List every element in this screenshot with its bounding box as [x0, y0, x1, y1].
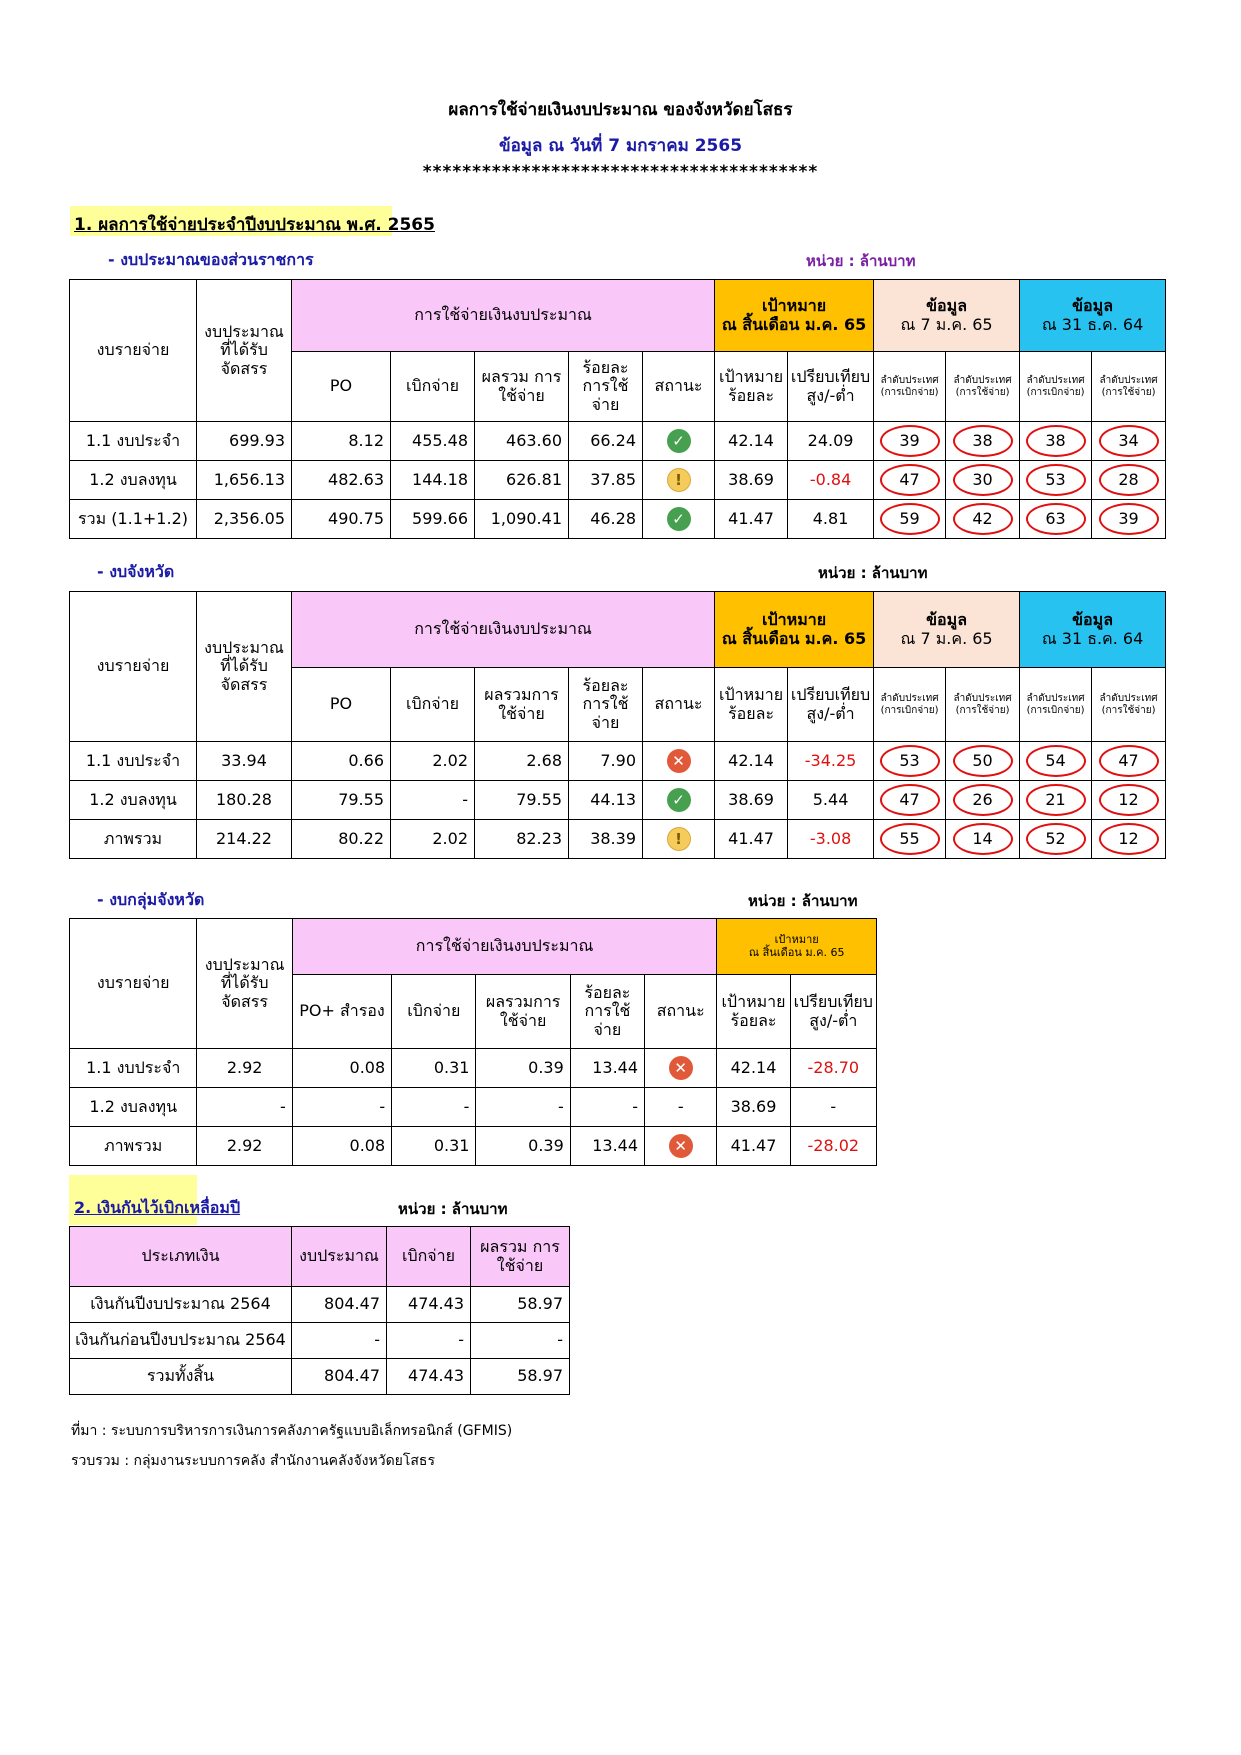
- row-total: 0.39: [476, 1049, 570, 1088]
- rank-circle: 28: [1099, 464, 1159, 496]
- row-pct: 13.44: [570, 1127, 644, 1166]
- row-total: 1,090.41: [475, 500, 569, 539]
- rank-circle: 55: [880, 823, 940, 855]
- header-data1: ข้อมูล: [926, 296, 968, 316]
- row-label: 1.1 งบประจำ: [70, 1049, 197, 1088]
- row-label: เงินกันก่อนปีงบประมาณ 2564: [70, 1323, 292, 1359]
- header-target-pct: เป้าหมาย ร้อยละ: [715, 352, 788, 422]
- table-row: [70, 500, 1166, 539]
- row-compare: -: [790, 1088, 876, 1127]
- header-data1: ข้อมูล: [926, 610, 968, 630]
- row-total: 58.97: [471, 1359, 570, 1395]
- table-row: [70, 461, 1166, 500]
- rank-circle: 53: [1026, 464, 1086, 496]
- row-total: 79.55: [475, 781, 569, 820]
- header-rank-use-2: ลำดับประเทศ (การใช้จ่าย): [1092, 668, 1166, 742]
- rank-circle: 47: [880, 784, 940, 816]
- table-row: [70, 1287, 570, 1323]
- data-date: ข้อมูล ณ วันที่ 7 มกราคม 2565: [498, 136, 743, 156]
- header-po: PO+ สำรอง: [292, 975, 391, 1049]
- header-target-sub: ณ สิ้นเดือน ม.ค. 65: [721, 314, 867, 334]
- row-compare: -34.25: [788, 742, 874, 781]
- row-label: เงินกันปีงบประมาณ 2564: [70, 1287, 292, 1323]
- header-compare: เปรียบเทียบ สูง/-ต่ำ: [788, 668, 874, 742]
- header-compare: เปรียบเทียบ สูง/-ต่ำ: [790, 975, 876, 1049]
- row-compare: -3.08: [788, 820, 874, 859]
- row-disb: -: [391, 781, 475, 820]
- row-label: 1.1 งบประจำ: [70, 742, 197, 781]
- group-budget-table: [69, 918, 877, 1166]
- row-total: 626.81: [475, 461, 569, 500]
- table-row: [70, 781, 1166, 820]
- header-status: สถานะ: [643, 668, 715, 742]
- rank-circle: 47: [880, 464, 940, 496]
- header-disb: เบิกจ่าย: [391, 352, 475, 422]
- row-disb: 474.43: [387, 1359, 471, 1395]
- row-po: -: [292, 1088, 391, 1127]
- header-data2-sub: ณ 31 ธ.ค. 64: [1041, 628, 1144, 648]
- header-status: สถานะ: [643, 352, 715, 422]
- row-alloc: 33.94: [197, 742, 292, 781]
- header-item: งบรายจ่าย: [70, 592, 197, 742]
- row-pct: 7.90: [569, 742, 643, 781]
- header-rank-disb-2: ลำดับประเทศ (การเบิกจ่าย): [1020, 668, 1092, 742]
- header-type: ประเภทเงิน: [70, 1227, 292, 1287]
- row-pct: 46.28: [569, 500, 643, 539]
- group-subheading: - งบกลุ่มจังหวัด: [97, 890, 205, 909]
- status-warning-icon: !: [667, 827, 691, 851]
- rank-circle: 21: [1026, 784, 1086, 816]
- status-ok-icon: ✓: [667, 429, 691, 453]
- table-row: [70, 1323, 570, 1359]
- row-label: 1.1 งบประจำ: [70, 422, 197, 461]
- row-budget: 804.47: [292, 1359, 387, 1395]
- header-target: เป้าหมาย: [762, 610, 827, 630]
- page-title: ผลการใช้จ่ายเงินงบประมาณ ของจังหวัดยโสธร: [448, 100, 793, 120]
- govt-subheading: - งบประมาณของส่วนราชการ: [108, 250, 314, 269]
- header-compare: เปรียบเทียบ สูง/-ต่ำ: [788, 352, 874, 422]
- status-fail-icon: ✕: [669, 1056, 693, 1080]
- row-po: 79.55: [292, 781, 391, 820]
- header-data2: ข้อมูล: [1072, 610, 1114, 630]
- row-status-dash: -: [645, 1088, 717, 1127]
- rank-circle: 12: [1099, 823, 1159, 855]
- rank-circle: 38: [1026, 425, 1086, 457]
- header-budget: งบประมาณ: [292, 1227, 387, 1287]
- header-disb: เบิกจ่าย: [391, 668, 475, 742]
- row-total: -: [471, 1323, 570, 1359]
- row-disb: -: [387, 1323, 471, 1359]
- header-alloc: งบประมาณ ที่ได้รับ จัดสรร: [197, 919, 292, 1049]
- header-total: ผลรวมการ ใช้จ่าย: [476, 975, 570, 1049]
- header-data1-sub: ณ 7 ม.ค. 65: [900, 314, 993, 334]
- rank-circle: 53: [880, 745, 940, 777]
- rank-circle: 39: [1099, 503, 1159, 535]
- row-label: รวม (1.1+1.2): [70, 500, 197, 539]
- row-compare: 24.09: [788, 422, 874, 461]
- header-total: ผลรวมการ ใช้จ่าย: [475, 668, 569, 742]
- row-pct: 44.13: [569, 781, 643, 820]
- rank-circle: 54: [1026, 745, 1086, 777]
- row-label: 1.2 งบลงทุน: [70, 781, 197, 820]
- header-rank-disb: ลำดับประเทศ (การเบิกจ่าย): [874, 352, 946, 422]
- header-target-pct: เป้าหมาย ร้อยละ: [715, 668, 788, 742]
- header-disb: เบิกจ่าย: [387, 1227, 471, 1287]
- section1-heading: 1. ผลการใช้จ่ายประจำปีงบประมาณ พ.ศ. 2565: [74, 215, 435, 235]
- group-unit: หน่วย : ล้านบาท: [748, 892, 858, 910]
- row-target: 38.69: [715, 461, 788, 500]
- header-rank-use-2: ลำดับประเทศ (การใช้จ่าย): [1092, 352, 1166, 422]
- header-usage: การใช้จ่ายเงินงบประมาณ: [292, 919, 717, 975]
- row-disb: 474.43: [387, 1287, 471, 1323]
- status-fail-icon: ✕: [669, 1134, 693, 1158]
- row-target: 38.69: [715, 781, 788, 820]
- status-fail-icon: ✕: [667, 749, 691, 773]
- row-target: 42.14: [715, 422, 788, 461]
- row-total: 463.60: [475, 422, 569, 461]
- header-status: สถานะ: [645, 975, 717, 1049]
- row-disb: -: [392, 1088, 476, 1127]
- header-usage: การใช้จ่ายเงินงบประมาณ: [292, 280, 715, 352]
- row-alloc: 699.93: [197, 422, 292, 461]
- header-pct: ร้อยละ การใช้จ่าย: [570, 975, 644, 1049]
- rank-circle: 14: [953, 823, 1013, 855]
- row-alloc: 2.92: [197, 1127, 292, 1166]
- row-po: 482.63: [292, 461, 391, 500]
- row-po: 0.08: [292, 1049, 391, 1088]
- govt-unit: หน่วย : ล้านบาท: [806, 252, 916, 270]
- row-total: 82.23: [475, 820, 569, 859]
- row-disb: 0.31: [392, 1049, 476, 1088]
- header-usage: การใช้จ่ายเงินงบประมาณ: [292, 592, 715, 668]
- province-unit: หน่วย : ล้านบาท: [818, 564, 928, 582]
- rank-circle: 50: [953, 745, 1013, 777]
- header-pct: ร้อยละ การใช้จ่าย: [569, 352, 643, 422]
- row-target: 41.47: [717, 1127, 790, 1166]
- row-po: 0.66: [292, 742, 391, 781]
- row-disb: 2.02: [391, 742, 475, 781]
- province-subheading: - งบจังหวัด: [97, 562, 175, 581]
- footer-source: ที่มา : ระบบการบริหารการเงินการคลังภาครัฐแบบอิเล็กทรอนิกส์ (GFMIS): [71, 1423, 513, 1439]
- header-alloc: งบประมาณ ที่ได้รับ จัดสรร: [197, 280, 292, 422]
- table-row: [70, 1049, 877, 1088]
- row-pct: 38.39: [569, 820, 643, 859]
- row-total: 2.68: [475, 742, 569, 781]
- row-po: 0.08: [292, 1127, 391, 1166]
- row-budget: -: [292, 1323, 387, 1359]
- row-alloc: 2.92: [197, 1049, 292, 1088]
- header-total: ผลรวม การใช้จ่าย: [471, 1227, 570, 1287]
- row-total: 58.97: [471, 1287, 570, 1323]
- row-target: 41.47: [715, 500, 788, 539]
- row-disb: 144.18: [391, 461, 475, 500]
- status-ok-icon: ✓: [667, 507, 691, 531]
- header-rank-use: ลำดับประเทศ (การใช้จ่าย): [946, 668, 1020, 742]
- row-total: 0.39: [476, 1127, 570, 1166]
- row-target: 41.47: [715, 820, 788, 859]
- rank-circle: 63: [1026, 503, 1086, 535]
- table-row: [70, 422, 1166, 461]
- row-pct: 37.85: [569, 461, 643, 500]
- row-label: 1.2 งบลงทุน: [70, 461, 197, 500]
- table-row: [70, 742, 1166, 781]
- row-alloc: 214.22: [197, 820, 292, 859]
- header-disb: เบิกจ่าย: [392, 975, 476, 1049]
- row-disb: 455.48: [391, 422, 475, 461]
- rank-circle: 42: [953, 503, 1013, 535]
- rank-circle: 59: [880, 503, 940, 535]
- row-alloc: -: [197, 1088, 292, 1127]
- row-label: ภาพรวม: [70, 1127, 197, 1166]
- row-label: 1.2 งบลงทุน: [70, 1088, 197, 1127]
- row-budget: 804.47: [292, 1287, 387, 1323]
- header-rank-use: ลำดับประเทศ (การใช้จ่าย): [946, 352, 1020, 422]
- row-label: ภาพรวม: [70, 820, 197, 859]
- header-total: ผลรวม การใช้จ่าย: [475, 352, 569, 422]
- rank-circle: 30: [953, 464, 1013, 496]
- province-budget-table: [69, 591, 1166, 859]
- row-target: 38.69: [717, 1088, 790, 1127]
- rank-circle: 52: [1026, 823, 1086, 855]
- row-disb: 2.02: [391, 820, 475, 859]
- row-total: -: [476, 1088, 570, 1127]
- header-target-sub: ณ สิ้นเดือน ม.ค. 65: [721, 628, 867, 648]
- row-disb: 599.66: [391, 500, 475, 539]
- row-compare: 4.81: [788, 500, 874, 539]
- table-row: [70, 1127, 877, 1166]
- table-row: [70, 1088, 877, 1127]
- header-alloc: งบประมาณ ที่ได้รับ จัดสรร: [197, 592, 292, 742]
- row-compare: -28.02: [790, 1127, 876, 1166]
- footer-compiled: รวบรวม : กลุ่มงานระบบการคลัง สำนักงานคลังจังหวัดยโสธร: [71, 1453, 435, 1469]
- header-target: เป้าหมาย: [774, 932, 819, 946]
- row-alloc: 1,656.13: [197, 461, 292, 500]
- header-data1-sub: ณ 7 ม.ค. 65: [900, 628, 993, 648]
- status-ok-icon: ✓: [667, 788, 691, 812]
- row-po: 80.22: [292, 820, 391, 859]
- row-disb: 0.31: [392, 1127, 476, 1166]
- carryover-table: [69, 1226, 570, 1395]
- row-pct: 66.24: [569, 422, 643, 461]
- row-target: 42.14: [715, 742, 788, 781]
- table-row: [70, 1359, 570, 1395]
- header-target-pct: เป้าหมาย ร้อยละ: [717, 975, 790, 1049]
- rank-circle: 38: [953, 425, 1013, 457]
- header-data2: ข้อมูล: [1072, 296, 1114, 316]
- header-data2-sub: ณ 31 ธ.ค. 64: [1041, 314, 1144, 334]
- table-row: [70, 820, 1166, 859]
- header-item: งบรายจ่าย: [70, 919, 197, 1049]
- rank-circle: 39: [880, 425, 940, 457]
- row-label: รวมทั้งสิ้น: [70, 1359, 292, 1395]
- row-pct: 13.44: [570, 1049, 644, 1088]
- section2-unit: หน่วย : ล้านบาท: [398, 1200, 508, 1218]
- status-warning-icon: !: [667, 468, 691, 492]
- row-compare: -0.84: [788, 461, 874, 500]
- header-target-sub: ณ สิ้นเดือน ม.ค. 65: [748, 945, 845, 959]
- header-target: เป้าหมาย: [762, 296, 827, 316]
- row-compare: 5.44: [788, 781, 874, 820]
- header-item: งบรายจ่าย: [70, 280, 197, 422]
- row-target: 42.14: [717, 1049, 790, 1088]
- row-po: 8.12: [292, 422, 391, 461]
- row-alloc: 180.28: [197, 781, 292, 820]
- row-alloc: 2,356.05: [197, 500, 292, 539]
- row-pct: -: [570, 1088, 644, 1127]
- header-rank-disb: ลำดับประเทศ (การเบิกจ่าย): [874, 668, 946, 742]
- row-po: 490.75: [292, 500, 391, 539]
- header-rank-disb-2: ลำดับประเทศ (การเบิกจ่าย): [1020, 352, 1092, 422]
- header-po: PO: [292, 668, 391, 742]
- row-compare: -28.70: [790, 1049, 876, 1088]
- header-po: PO: [292, 352, 391, 422]
- section2-heading: 2. เงินกันไว้เบิกเหลื่อมปี: [74, 1198, 241, 1217]
- separator-stars: ****************************************: [422, 162, 819, 182]
- rank-circle: 47: [1099, 745, 1159, 777]
- govt-budget-table: [69, 279, 1166, 539]
- header-pct: ร้อยละ การใช้จ่าย: [569, 668, 643, 742]
- rank-circle: 34: [1099, 425, 1159, 457]
- rank-circle: 12: [1099, 784, 1159, 816]
- rank-circle: 26: [953, 784, 1013, 816]
